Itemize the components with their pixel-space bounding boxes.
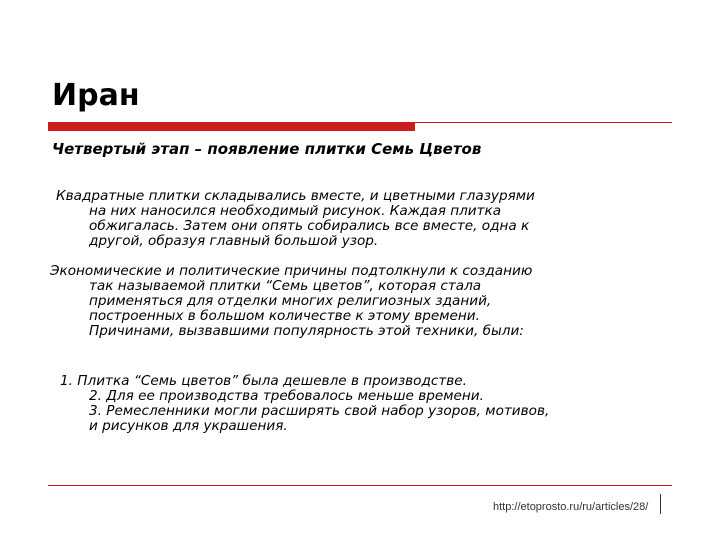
paragraph-line: Причинами, вызвавшими популярность этой техники, были:: [89, 323, 524, 339]
title-underline-thin: [415, 122, 672, 123]
footer-vertical-bar: [660, 494, 661, 514]
slide-title: Иран: [52, 78, 140, 113]
paragraph-line: на них наносился необходимый рисунок. Каждая плитка: [89, 203, 502, 219]
paragraph-line: Экономические и политические причины подтолкнули к созданию: [50, 263, 533, 279]
paragraph-line: так называемой плитки “Семь цветов”, которая стала: [89, 278, 482, 294]
paragraph-line: построенных в большом количестве к этому времени.: [89, 308, 480, 324]
reasons-list: [50, 374, 670, 434]
slide-subtitle: Четвертый этап – появление плитки Семь Цветов: [52, 140, 482, 158]
list-item: 1. Плитка “Семь цветов” была дешевле в производстве.: [60, 373, 467, 389]
paragraph-line: другой, образуя главный большой узор.: [89, 233, 379, 249]
list-item: и рисунков для украшения.: [89, 418, 288, 434]
paragraph-line: обжигалась. Затем они опять собирались все вместе, одна к: [89, 218, 530, 234]
paragraph-line: Квадратные плитки складывались вместе, и цветными глазурями: [56, 188, 535, 204]
paragraph-line: применяться для отделки многих религиозных зданий,: [89, 293, 492, 309]
title-underline-thick: [48, 122, 415, 131]
footer-divider: [48, 485, 672, 486]
list-item: 2. Для ее производства требовалось меньше времени.: [89, 388, 484, 404]
paragraph-economic-reasons: [50, 264, 670, 339]
paragraph-tiles-assembly: [50, 189, 670, 249]
list-item: 3. Ремесленники могли расширять свой набор узоров, мотивов,: [89, 403, 550, 419]
source-link[interactable]: http://etoprosto.ru/ru/articles/28/: [493, 501, 649, 513]
